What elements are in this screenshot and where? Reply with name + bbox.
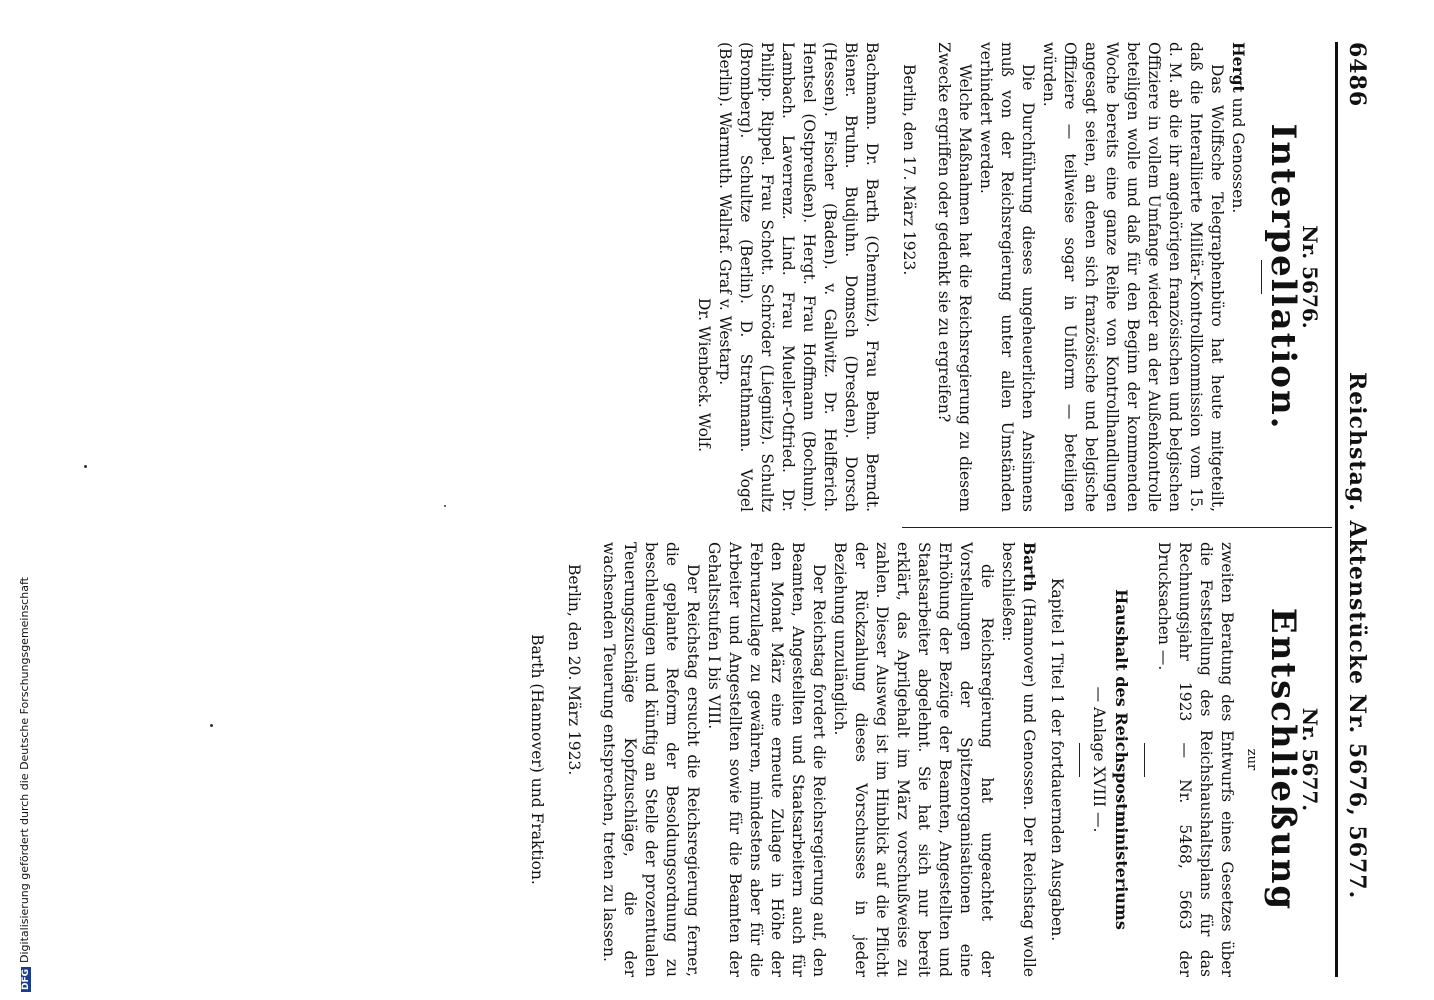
rotated-document-page [72,42,1372,977]
right-chapter: Kapitel 1 Titel 1 der fortdauernden Ausgaben. [1048,577,1066,942]
right-section-title: Haushalt des Reichspostministeriums [1112,589,1131,930]
right-section-sub: — Anlage XVIII —. [1090,686,1108,833]
page-number: 6486 [1344,42,1370,108]
right-intro-topic: Barth [1020,542,1039,592]
left-signers-last: Dr. Wienbeck. Wolf. [695,297,713,452]
running-title: Reichstag. Aktenstücke Nr. 5676, 5677. [1344,372,1370,900]
left-paragraph-2: Die Durchführung dieses ungeheuerlichen Ansinnens muß von der Reichsregierung unter allen Umständen verhindert werden. [977,42,1037,512]
page-header [1336,42,1372,977]
right-intro [997,542,1040,977]
left-paragraph-1: Das Wolffsche Telegraphenbüro hat heute mitgeteilt, daß die Interalliierte Militär-Kontrollkommission vom 15. d. M. ab die ihr angehörigen französischen und belgischen Offiziere in vollem Umfange wieder an der Außenkontrolle beteiligen wolle und daß für den Beginn der kommenden Woche bereits eine ganze Reihe von Kontrollhandlungen angesagt seien, an denen sich französische und belgische Offiziere — teilweise sogar in Uniform — beteiligen würden. [1040,42,1226,512]
scan-speck [210,724,213,727]
right-dash-2 [1079,743,1080,777]
right-zur: zur [1244,748,1259,771]
right-doc-title: Entschließung [1263,607,1303,912]
left-intro-rest: und Genossen. [1229,97,1247,214]
right-intro-rest: (Hannover) und Genossen. Der Reichstag wolle beschließen: [999,542,1038,977]
right-dash-1 [1144,743,1145,777]
right-doc-number: Nr. 5677. [1298,707,1322,812]
scan-speck [84,465,87,468]
digitization-footer [18,577,31,992]
left-paragraph-3: Welche Maßnahmen hat die Reichsregierung zu diesem Zwecke ergriffen oder gedenkt sie zu ergreifen? [935,42,974,512]
right-paragraph-3: Der Reichstag ersucht die Reichsregierung ferner, die geplante Reform der Besoldungsordnung zu beschleunigen und künftig an Stelle der prozentualen Teuerungszuschläge Kopfzuschläge, die der wachsenden Teuerung entsprechen, treten zu lassen. [600,542,702,977]
right-subject: zweiten Beratung des Entwurfs eines Gesetzes über die Feststellung des Reichshaushaltsplans für das Rechnungsjahr 1923 — Nr. 5468, 5663 der Drucksachen —. [1155,542,1236,977]
left-doc-number: Nr. 5676. [1298,225,1322,329]
right-date: Berlin, den 20. März 1923. [565,564,583,776]
left-intro-topic: Hergt [1229,42,1248,93]
footer-text: Digitalisierung gefördert durch die Deutsche Forschungsgemeinschaft [18,577,31,963]
right-signature: Barth (Hannover) und Fraktion. [528,634,546,885]
left-title-dash [1261,260,1262,294]
dfg-logo: DFG [21,968,31,990]
left-column [693,42,1324,512]
left-intro [1227,42,1249,512]
right-paragraph-2: Der Reichstag fordert die Reichsregierung auf, den Beamten, Angestellten und Staatsarbeitern auch für den Monat März eine erneute Zulage in Höhe der Februarzulage zu gewähren, mindestens aber für die Arbeiter und Angestellten sowie für die Beamten der Gehaltsstufen I bis VIII. [705,542,828,977]
scan-speck [444,505,446,507]
right-column [511,542,1325,977]
left-doc-title: Interpellation. [1263,123,1303,431]
column-divider [902,527,1332,528]
header-rule [1335,42,1338,977]
right-paragraph-1: die Reichsregierung hat ungeachtet der Vorstellungen der Spitzenorganisationen eine Erhöhung der Bezüge der Beamten, Angestellten und Staatsarbeiter abgelehnt. Sie hat sich nur bereit erklärt, das Aprilgehalt im März vorschußweise zu zahlen. Dieser Ausweg ist im Hinblick auf die Pflicht der Rückzahlung dieses Vorschusses in jeder Beziehung unzulänglich. [831,542,996,977]
left-date: Berlin, den 17. März 1923. [900,64,918,276]
left-signers: Bachmann. Dr. Barth (Chemnitz). Frau Behm. Berndt. Biener. Bruhn. Budjuhn. Domsch (Dresden). Dorsch (Hessen). Fischer (Baden). v. Gallwitz. Dr. Helfferich. Hentsel (Ostpreußen). Hergt. Frau Hoffmann (Bochum). Lambach. Laverrenz. Lind. Frau Mueller-Otfried. Dr. Philipp. Rippel. Frau Schott. Schröder (Liegnitz). Schultz (Bromberg). Schultze (Berlin). D. Strathmann. Vogel (Berlin). Warmuth. Wallraf. Graf v. Westarp. [716,42,881,512]
